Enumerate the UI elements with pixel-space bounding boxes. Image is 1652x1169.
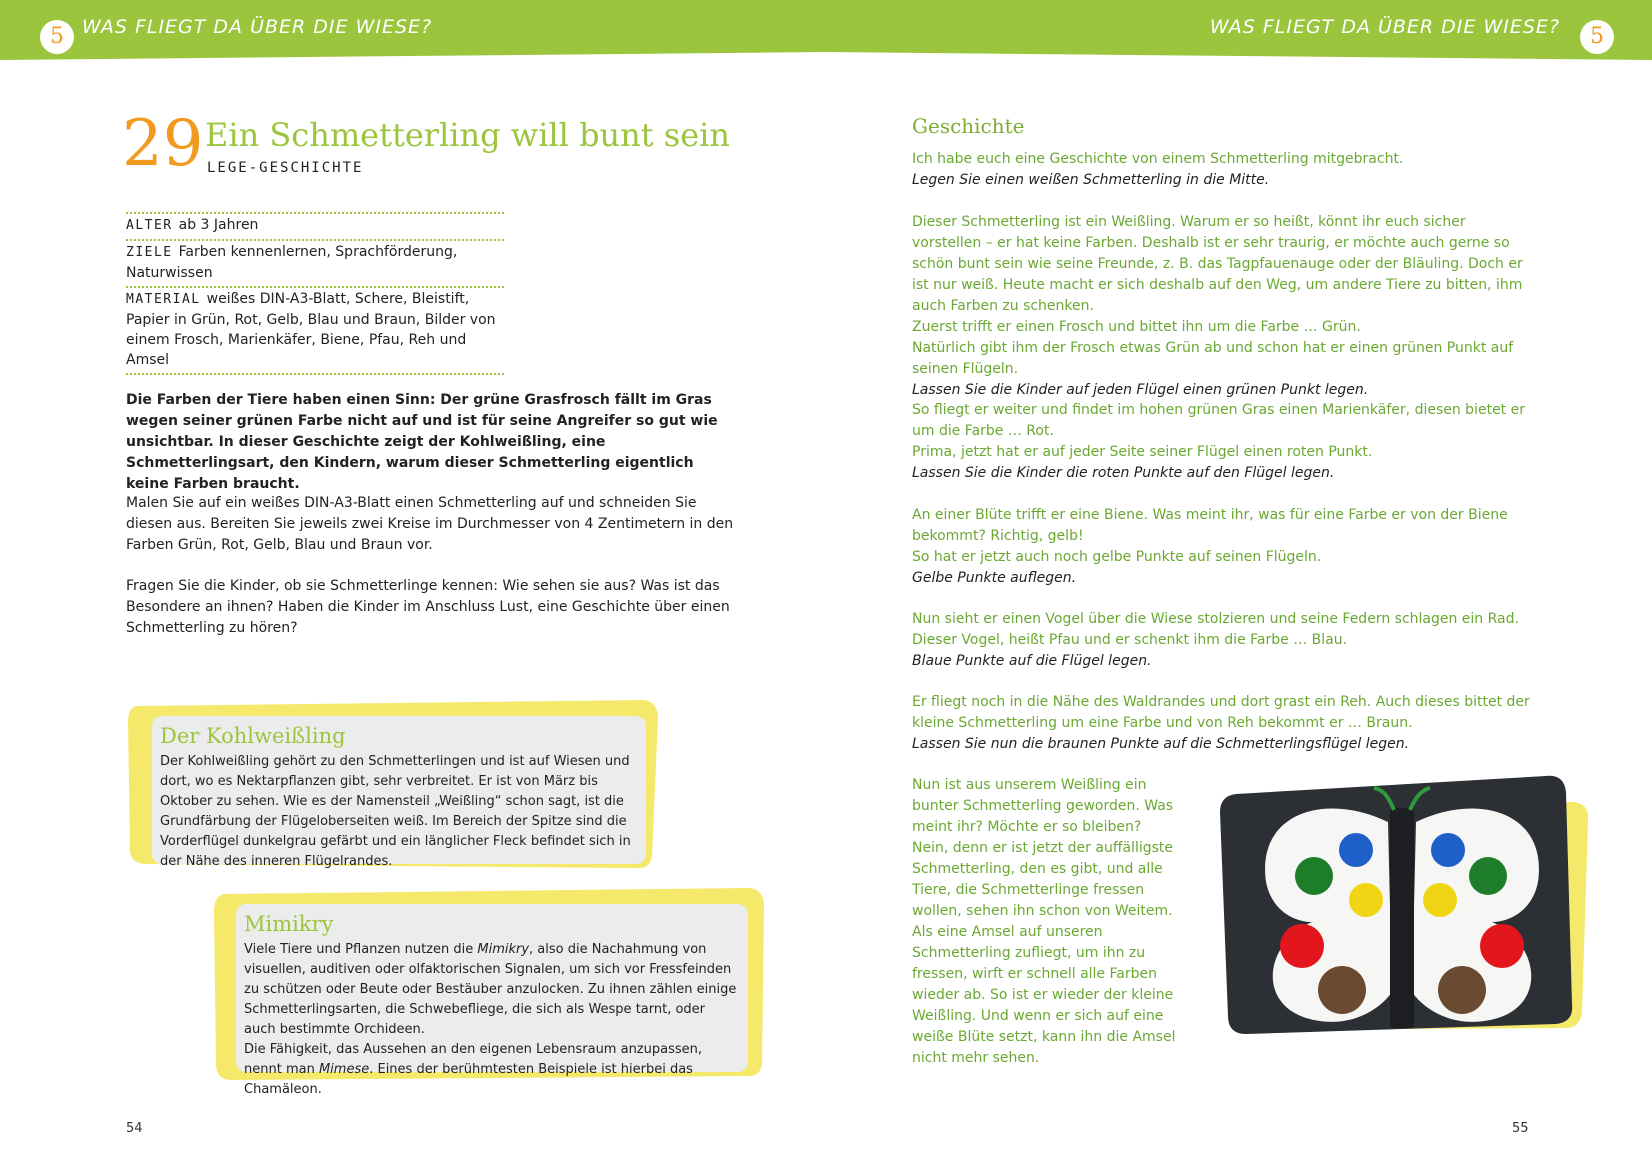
info-box-body [152,716,646,869]
activity-title: Ein Schmetterling will bunt sein [205,116,730,154]
story-text: An einer Blüte trifft er eine Biene. Was meint ihr, was für eine Farbe er von der Biene bekommt? Richtig, gelb! [912,507,1508,544]
info-box-mimikry [210,884,770,1097]
story-block [912,149,1532,191]
chapter-header-bar [0,0,1652,64]
story-block [912,212,1532,401]
emphasis-term: Mimese [318,1062,370,1077]
story-block [912,505,1532,589]
chapter-number-badge-right: 5 [1580,20,1614,54]
story-block [912,609,1532,672]
story-block [912,400,1532,484]
info-box-text: Der Kohlweißling gehört zu den Schmetterlingen und ist auf Wiesen und dort, wo es Nektarpflanzen gibt, sehr verbreitet. Er ist von März bis Oktober zu sehen. Wie es der Namensteil „Weißling“ schon sagt, ist die Grundfärbung der Flügeloberseiten weiß. Im Bereich der Spitze sind die Vorderflügel dunkelgrau gefärbt und ein länglicher Fleck befindet sich in der Nähe des inneren Flügelrandes. [160,754,631,869]
story-text: Natürlich gibt ihm der Frosch etwas Grün ab und schon hat er einen grünen Punkt auf seinen Flügeln. [912,340,1514,377]
chapter-title-right: WAS FLIEGT DA ÜBER DIE WIESE? [1209,16,1560,38]
story-text: Dieser Schmetterling ist ein Weißling. Warum er so heißt, könnt ihr euch sicher vorstellen – er hat keine Farben. Deshalb ist er sehr traurig, er möchte auch gerne so schön bunt sein wie seine Freunde, z. B. das Tagpfauenauge oder der Bläuling. Doch er ist nur weiß. Heute macht er sich deshalb auf den Weg, um andere Tiere zu bitten, ihm auch Farben zu schenken. [912,214,1523,314]
info-box-text [244,940,740,1100]
story-instruction: Legen Sie einen weißen Schmetterling in die Mitte. [912,172,1270,188]
story-instruction: Lassen Sie die Kinder die roten Punkte auf den Flügel legen. [912,465,1335,481]
story-instruction: Blaue Punkte auf die Flügel legen. [912,653,1152,669]
meta-label: ALTER [126,218,173,233]
info-box-title: Mimikry [244,912,334,936]
chapter-number-badge-left: 5 [40,20,74,54]
story-text: Zuerst trifft er einen Frosch und bittet ihn um die Farbe … Grün. [912,319,1361,335]
page-number-right: 55 [1512,1121,1529,1136]
meta-value: weißes DIN-A3-Blatt, Schere, Bleistift, Papier in Grün, Rot, Gelb, Blau und Braun, Bilder von einem Frosch, Marienkäfer, Biene, Pfau, Reh und Amsel [126,291,496,368]
text-run: Viele Tiere und Pflanzen nutzen die [244,942,478,957]
story-text: Nun sieht er einen Vogel über die Wiese stolzieren und seine Federn schlagen ein Rad. Dieser Vogel, heißt Pfau und er schenkt ihm die Farbe … Blau. [912,611,1519,648]
emphasis-term: Mimikry [477,942,530,957]
meta-row-age [126,212,504,241]
meta-value: Farben kennenlernen, Sprachförderung, Naturwissen [126,244,458,281]
info-box-body [236,904,748,1097]
story-text: So fliegt er weiter und findet im hohen grünen Gras einen Marienkäfer, diesen bietet er um die Farbe … Rot. [912,402,1525,439]
story-block [912,692,1532,755]
story-instruction: Lassen Sie die Kinder auf jeden Flügel einen grünen Punkt legen. [912,382,1369,398]
story-heading: Geschichte [912,114,1025,138]
info-box-kohlweissling [124,696,664,876]
story-text: Ich habe euch eine Geschichte von einem Schmetterling mitgebracht. [912,151,1404,167]
intro-paragraph: Die Farben der Tiere haben einen Sinn: Der grüne Grasfrosch fällt im Gras wegen seiner grünen Farbe nicht auf und ist für seine Angreifer so gut wie unsichtbar. In dieser Geschichte zeigt der Kohlweißling, eine Schmetterlingsart, den Kindern, warum dieser Schmetterling eigentlich keine Farben braucht. [126,392,718,492]
chapter-title-left: WAS FLIEGT DA ÜBER DIE WIESE? [82,16,433,38]
butterfly-photo [1216,772,1588,1040]
text-run: , also die Nachahmung von visuellen, auditiven oder olfaktorischen Signalen, um sich vor Fressfeinden zu schützen oder Beute oder Bestäuber anzulocken. Zu ihnen zählen einige Schmetterlingsarten, die Schwebefliege, die sich als Wespe tarnt, oder auch bestimmte Orchideen. [244,942,737,1037]
meta-row-material [126,288,504,375]
activity-subtitle: LEGE-GESCHICHTE [207,160,364,176]
activity-number: 29 [122,107,204,181]
story-text: So hat er jetzt auch noch gelbe Punkte auf seinen Flügeln. [912,549,1322,565]
story-text: Er fliegt noch in die Nähe des Waldrandes und dort grast ein Reh. Auch dieses bittet der kleine Schmetterling um eine Farbe und von Reh bekommt er … Braun. [912,694,1530,731]
story-text: Prima, jetzt hat er auf jeder Seite seiner Flügel einen roten Punkt. [912,444,1373,460]
story-final-paragraph: Nun ist aus unserem Weißling ein bunter Schmetterling geworden. Was meint ihr? Möchte er so bleiben? Nein, denn er ist jetzt der auffälligste Schmetterling, den es gibt, und alle Tiere, die Schmetterlinge fressen wollen, sehen ihn schon von Weitem. Als eine Amsel auf unseren Schmetterling zufliegt, um ihn zu fressen, wirft er schnell alle Farben wieder ab. So ist er wieder der kleine Weißling. Und wenn er sich auf eine weiße Blüte setzt, kann ihn die Amsel nicht mehr sehen. [912,777,1176,1066]
story-instruction: Lassen Sie nun die braunen Punkte auf die Schmetterlingsflügel legen. [912,736,1410,752]
activity-meta-table [126,212,504,375]
text-run: Die Fähigkeit, das Aussehen an den eigenen Lebensraum anzupassen, nennt man [244,1042,703,1077]
question-paragraph: Fragen Sie die Kinder, ob sie Schmetterlinge kennen: Wie sehen sie aus? Was ist das Besondere an ihnen? Haben die Kinder im Anschluss Lust, eine Geschichte über einen Schmetterling zu hören? [126,578,730,636]
text-run: . Eines der berühmtesten Beispiele ist hierbei das Chamäleon. [244,1062,693,1097]
meta-value: ab 3 Jahren [178,217,259,233]
meta-label: MATERIAL [126,292,201,307]
meta-label: ZIELE [126,245,173,260]
story-instruction: Gelbe Punkte auflegen. [912,570,1077,586]
page-number-left: 54 [126,1121,143,1136]
info-box-title: Der Kohlweißling [160,724,346,748]
preparation-paragraph: Malen Sie auf ein weißes DIN-A3-Blatt einen Schmetterling auf und schneiden Sie diesen aus. Bereiten Sie jeweils zwei Kreise im Durchmesser von 4 Zentimetern in den Farben Grün, Rot, Gelb, Blau und Braun vor. [126,495,734,553]
meta-row-goals [126,241,504,288]
